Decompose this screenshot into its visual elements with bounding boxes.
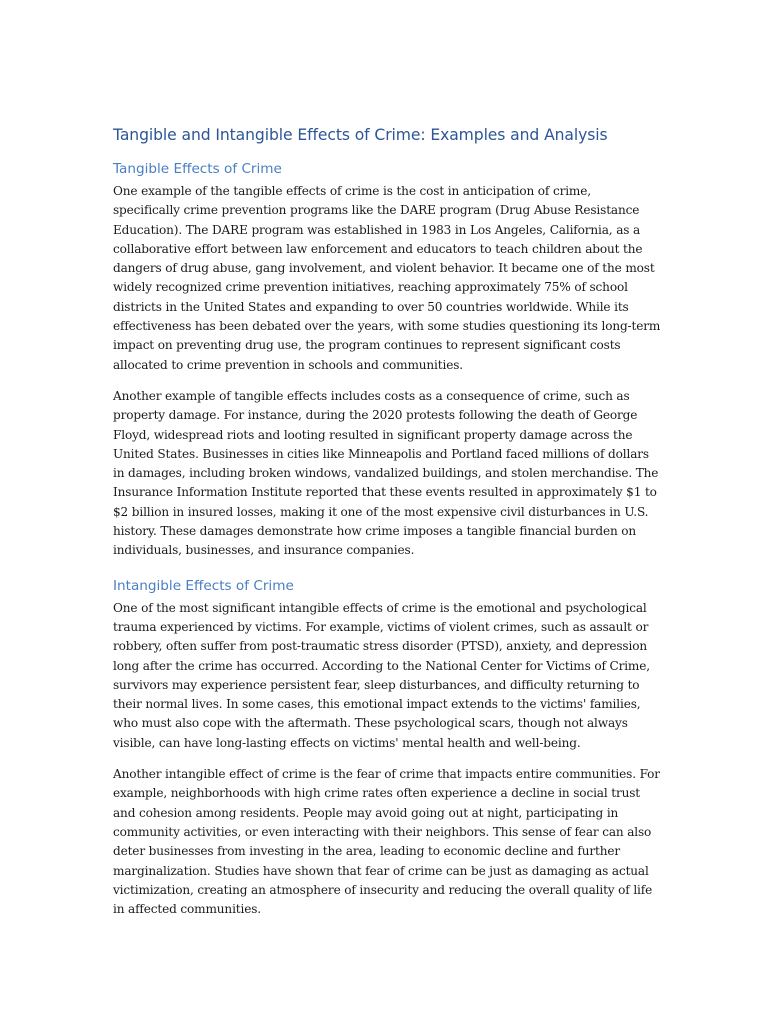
- section-heading-tangible: Tangible Effects of Crime: [113, 161, 282, 177]
- document-body: [113, 124, 661, 931]
- paragraph-psychological-trauma: One of the most significant intangible effects of crime is the emotional and psychological trauma experienced by victims. For example, victims of violent crimes, such as assault or robbery, often suffer from post-traumatic stress disorder (PTSD), anxiety, and depression long after the crime has occurred. According to the National Center for Victims of Crime, survivors may experience persistent fear, sleep disturbances, and difficulty returning to their normal lives. In some cases, this emotional impact extends to the victims' families, who must also cope with the aftermath. These psychological scars, though not always visible, can have long-lasting effects on victims' mental health and well-being.: [113, 600, 650, 750]
- section-intangible-effects: [113, 575, 661, 920]
- document-title: Tangible and Intangible Effects of Crime: Examples and Analysis: [113, 126, 608, 144]
- section-heading-intangible: Intangible Effects of Crime: [113, 577, 294, 594]
- section-tangible-effects: [113, 158, 661, 561]
- paragraph-dare-program: One example of the tangible effects of crime is the cost in anticipation of crime, specifically crime prevention programs like the DARE program (Drug Abuse Resistance Education). The DARE program was established in 1983 in Los Angeles, California, as a collaborative effort between law enforcement and educators to teach children about the dangers of drug abuse, gang involvement, and violent behavior. It became one of the most widely recognized crime prevention initiatives, reaching approximately 75% of school districts in the United States and expanding to over 50 countries worldwide. While its effectiveness has been debated over the years, with some studies questioning its long-term impact on preventing drug use, the program continues to represent significant costs allocated to crime prevention in schools and communities.: [113, 184, 661, 372]
- paragraph-fear-of-crime: Another intangible effect of crime is the fear of crime that impacts entire communities. For example, neighborhoods with high crime rates often experience a decline in social trust and cohesion among residents. People may avoid going out at night, participating in community activities, or even interacting with their neighbors. This sense of fear can also deter businesses from investing in the area, leading to economic decline and further marginalization. Studies have shown that fear of crime can be just as damaging as actual victimization, creating an atmosphere of insecurity and reducing the overall quality of life in affected communities.: [113, 767, 660, 917]
- paragraph-property-damage: Another example of tangible effects includes costs as a consequence of crime, such as property damage. For instance, during the 2020 protests following the death of George Floyd, widespread riots and looting resulted in significant property damage across the United States. Businesses in cities like Minneapolis and Portland faced millions of dollars in damages, including broken windows, vandalized buildings, and stolen merchandise. The Insurance Information Institute reported that these events resulted in approximately $1 to $2 billion in insured losses, making it one of the most expensive civil disturbances in U.S. history. These damages demonstrate how crime imposes a tangible financial burden on individuals, businesses, and insurance companies.: [113, 388, 659, 558]
